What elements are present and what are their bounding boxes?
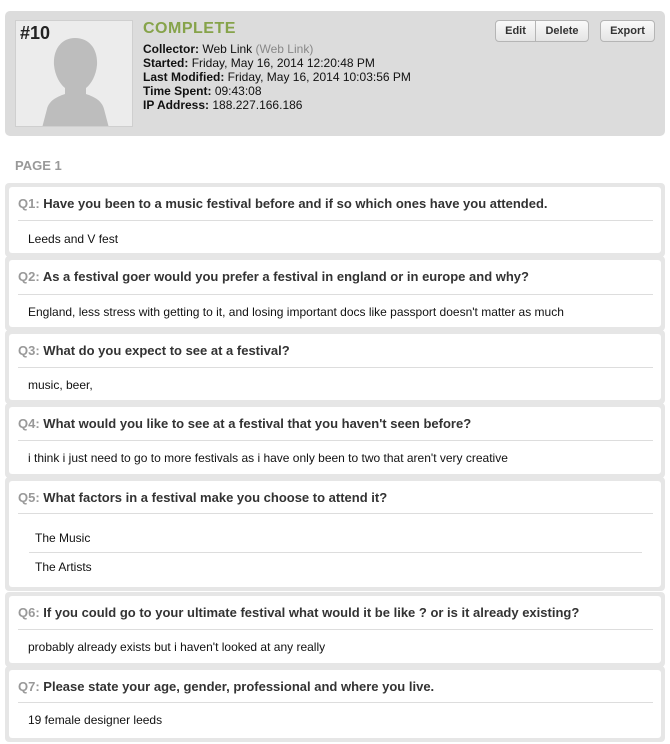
edit-button[interactable]: Edit <box>495 20 536 42</box>
question-title <box>18 416 471 431</box>
question-block <box>5 403 665 478</box>
question-card <box>9 187 661 253</box>
answer-text: i think i just need to go to more festivals as i have only been to two that aren't very creative <box>28 451 508 465</box>
ip-address-row <box>143 98 411 112</box>
question-card <box>9 596 661 663</box>
question-title <box>18 196 548 211</box>
question-card <box>9 260 661 327</box>
question-title <box>18 679 434 694</box>
question-card <box>9 334 661 400</box>
time-spent-row <box>143 84 411 98</box>
delete-button[interactable]: Delete <box>535 20 589 42</box>
question-divider <box>18 629 653 630</box>
question-title <box>18 269 529 284</box>
started-row <box>143 56 411 70</box>
question-title <box>18 343 290 358</box>
response-number: #10 <box>20 23 51 43</box>
started-label: Started: <box>143 56 189 70</box>
question-block <box>5 477 665 591</box>
question-divider <box>18 440 653 441</box>
export-button[interactable]: Export <box>600 20 655 42</box>
question-text: What factors in a festival make you choose to attend it? <box>43 490 388 505</box>
question-number: Q1: <box>18 196 40 211</box>
collector-row <box>143 42 411 56</box>
answer-text: Leeds and V fest <box>28 232 119 246</box>
question-divider <box>18 513 653 514</box>
question-title <box>18 605 579 620</box>
time-spent-label: Time Spent: <box>143 84 212 98</box>
answer-text: probably already exists but i haven't looked at any really <box>28 640 326 654</box>
question-block <box>5 256 665 331</box>
question-number: Q5: <box>18 490 40 505</box>
answer-text: 19 female designer leeds <box>28 713 163 727</box>
answer-text: England, less stress with getting to it, and losing important docs like passport doesn't matter as much <box>28 305 564 319</box>
time-spent-value: 09:43:08 <box>214 84 262 98</box>
question-block <box>5 666 665 742</box>
response-meta <box>143 42 411 112</box>
answer-choice: The Music <box>35 531 91 545</box>
collector-label: Collector: <box>143 42 200 56</box>
question-block <box>5 592 665 667</box>
question-number: Q6: <box>18 605 40 620</box>
modified-value: Friday, May 16, 2014 10:03:56 PM <box>227 70 411 84</box>
question-number: Q2: <box>18 269 40 284</box>
ip-address-label: IP Address: <box>143 98 210 112</box>
question-divider <box>18 294 653 295</box>
modified-row <box>143 70 411 84</box>
answer-divider <box>29 552 642 553</box>
question-number: Q7: <box>18 679 40 694</box>
question-text: What do you expect to see at a festival? <box>43 343 290 358</box>
status-label: COMPLETE <box>143 20 236 37</box>
question-text: If you could go to your ultimate festival what would it be like ? or is it already existing? <box>43 605 580 620</box>
started-value: Friday, May 16, 2014 12:20:48 PM <box>191 56 375 70</box>
question-divider <box>18 220 653 221</box>
question-divider <box>18 367 653 368</box>
question-block <box>5 183 665 257</box>
question-card <box>9 407 661 474</box>
answer-choice: The Artists <box>35 560 92 574</box>
question-block <box>5 330 665 404</box>
question-card <box>9 670 661 738</box>
modified-label: Last Modified: <box>143 70 225 84</box>
answer-text: music, beer, <box>28 378 93 392</box>
collector-sub: (Web Link) <box>255 42 314 56</box>
question-number: Q4: <box>18 416 40 431</box>
question-text: Please state your age, gender, professional and where you live. <box>43 679 435 694</box>
collector-value: Web Link <box>202 42 253 56</box>
question-text: Have you been to a music festival before and if so which ones have you attended. <box>43 196 548 211</box>
question-text: What would you like to see at a festival that you haven't seen before? <box>43 416 472 431</box>
question-text: As a festival goer would you prefer a festival in england or in europe and why? <box>42 269 529 284</box>
question-number: Q3: <box>18 343 40 358</box>
question-divider <box>18 702 653 703</box>
page-label: PAGE 1 <box>15 158 62 173</box>
question-card <box>9 481 661 587</box>
question-title <box>18 490 387 505</box>
ip-address-value: 188.227.166.186 <box>212 98 303 112</box>
